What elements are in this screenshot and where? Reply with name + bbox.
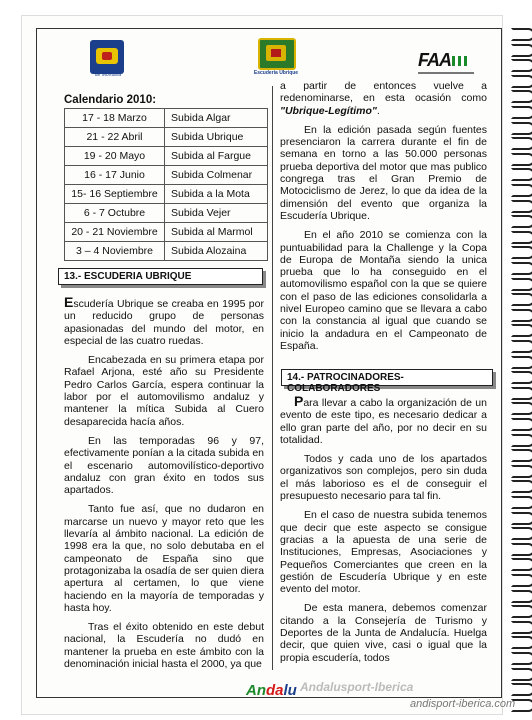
calendar-date: 21 - 22 Abril <box>65 128 165 147</box>
calendar-event: Subida Algar <box>165 109 268 128</box>
section-13-body <box>64 296 264 677</box>
spiral-ring <box>511 28 532 41</box>
calendar-date: 3 – 4 Noviembre <box>65 242 165 261</box>
section-13-paragraph-3: En las temporadas 96 y 97, efectivamente ponían a la citada subida en el escenario automovilístico-deportivo andaluz con gran éxito en todos sus apartados. <box>64 434 264 497</box>
section-14-paragraph-4: De esta manera, debemos comenzar citando a la Consejería de Turismo y Deportes de la Junta de Andalucía. Huelga decir, que quien vive, casi o igual que la propia escudería, todos <box>280 602 487 664</box>
calendar-event: Subida Vejer <box>165 204 268 223</box>
spiral-ring <box>511 480 532 493</box>
spiral-ring <box>511 168 532 181</box>
right-paragraph-1: En la edición pasada según fuentes presenciaron la carrera durante el fin de semana en torno a las 50.000 personas prueba deportiva del motor que mas publico congrega tras el Gran Premio de Motociclismo de Jerez, lo que da idea de la dimensión del evento que organiza la Escudería Ubrique. <box>280 123 487 222</box>
calendar-row <box>65 128 268 147</box>
spiral-ring <box>511 90 532 103</box>
right-column-body <box>280 80 487 359</box>
section-13-paragraph-1-text: scudería Ubrique se creaba en 1995 por un reducido grupo de personas apasionadas del mundo del motor, en especial de las cuatro ruedas. <box>64 298 264 347</box>
right-paragraph-0 <box>280 80 487 117</box>
spiral-ring <box>511 324 532 337</box>
montana-logo <box>90 40 124 74</box>
spiral-ring <box>511 558 532 571</box>
section-13-paragraph-1 <box>64 296 264 347</box>
calendar-row <box>65 109 268 128</box>
calendar-event: Subida al Marmol <box>165 223 268 242</box>
escuderia-ubrique-logo <box>258 38 296 70</box>
spiral-ring <box>511 278 532 291</box>
andalucia-logo-part-3: lu <box>283 682 297 699</box>
section-14-paragraph-1 <box>280 395 487 446</box>
column-divider <box>272 86 273 670</box>
right-paragraph-0-end: . <box>376 104 380 117</box>
spiral-ring <box>511 402 532 415</box>
calendar-date: 16 - 17 Junio <box>65 166 165 185</box>
checkered-flag-icon <box>452 56 468 66</box>
spiral-ring <box>511 200 532 213</box>
spiral-ring <box>511 137 532 150</box>
section-14-body <box>280 395 487 671</box>
drop-cap-p: P <box>294 393 304 409</box>
spiral-ring <box>511 668 532 681</box>
spiral-ring <box>511 527 532 540</box>
andalucia-logo <box>246 682 297 699</box>
calendar-title: Calendario 2010: <box>64 94 157 106</box>
spiral-ring <box>511 184 532 197</box>
spiral-ring <box>511 215 532 228</box>
spiral-ring <box>511 246 532 259</box>
spiral-ring <box>511 293 532 306</box>
calendar-row <box>65 204 268 223</box>
montana-logo-caption: de Montaña <box>94 72 122 78</box>
calendar-date: 20 - 21 Noviembre <box>65 223 165 242</box>
section-14-paragraph-2: Todos y cada uno de los apartados organizativos son complejos, pero sin duda el más laborioso es el de conseguir el presupuesto necesario para tal fin. <box>280 453 487 503</box>
faa-logo <box>418 50 472 72</box>
section-13-paragraph-2: Encabezada en su primera etapa por Rafael Arjona, esté año su Presidente Pedro Carlos García, espera continuar la labor por el automovilismo andaluz y mantener la mítica Subida al Cuero desaparecida hacía años. <box>64 354 264 428</box>
escuderia-ubrique-logo-caption: Escudería Ubrique <box>253 70 299 76</box>
section-13-paragraph-4: Tanto fue así, que no dudaron en marcarse un nuevo y mayor reto que les llevaría al ámbito nacional. La edición de 1998 era la que, no solo debutaba en el campeonato de España sino que protagonizaba la osadía de ser quien diera apertura al certamen, lo que viene haciendo en la mayoría de temporadas y hasta hoy. <box>64 503 264 614</box>
calendar-date: 6 - 7 Octubre <box>65 204 165 223</box>
spiral-ring <box>511 652 532 665</box>
spiral-ring <box>511 574 532 587</box>
section-13-paragraph-5: Tras el éxito obtenido en este debut nacional, la Escudería no dudó en mantener la prueba en este ámbito con la denominación inicial hasta el 2000, ya que <box>64 621 264 671</box>
calendar-row <box>65 147 268 166</box>
faa-logo-text: FAA <box>418 50 451 70</box>
section-14-paragraph-3: En el caso de nuestra subida tenemos que decir que este aspecto se consigue gracias a la apuesta de una serie de Instituciones, Empresas, Asociaciones y Pequeños Comerciantes que creen en la gestión de Escudería Ubrique y en este evento del motor. <box>280 509 487 596</box>
spiral-ring <box>511 231 532 244</box>
spiral-ring <box>511 106 532 119</box>
watermark-site: andisport-iberica.com <box>410 698 516 710</box>
spiral-ring <box>511 496 532 509</box>
watermark-text: Andalusport-Iberica <box>300 680 414 694</box>
drop-cap-e: E <box>64 294 74 310</box>
calendar-table <box>64 108 268 261</box>
spiral-ring <box>511 621 532 634</box>
spiral-ring <box>511 340 532 353</box>
calendar-date: 15- 16 Septiembre <box>65 185 165 204</box>
andalucia-logo-part-1: An <box>246 682 266 699</box>
calendar-date: 19 - 20 Mayo <box>65 147 165 166</box>
right-paragraph-2: En el año 2010 se comienza con la puntuabilidad para la Challenge y la Copa de Europa de Montaña siendo la unica prueba que lo ha conseguido en el automovilismo español con la que se quiere con el paso de las ediciones consolidarla a nivel Europeo camino que se llevara a cabo con la constancia al igual que cuando se inicio la andadura en el Campeonato de España. <box>280 229 487 352</box>
calendar-row <box>65 166 268 185</box>
spiral-ring <box>511 387 532 400</box>
calendar-date: 17 - 18 Marzo <box>65 109 165 128</box>
section-14-heading: 14.- PATROCINADORES-COLABORADORES <box>281 369 493 386</box>
spiral-ring <box>511 75 532 88</box>
spiral-ring <box>511 605 532 618</box>
spiral-ring <box>511 418 532 431</box>
section-14-paragraph-1-text: ara llevar a cabo la organización de un evento de este tipo, es necesario dedicar a ello gran parte del año, por no decir en su totalidad. <box>280 397 487 446</box>
spiral-binding <box>505 20 532 720</box>
spiral-ring <box>511 434 532 447</box>
spiral-ring <box>511 309 532 322</box>
spiral-ring <box>511 543 532 556</box>
calendar-event: Subida Alozaina <box>165 242 268 261</box>
calendar-event: Subida Colmenar <box>165 166 268 185</box>
calendar-row <box>65 223 268 242</box>
spiral-ring <box>511 122 532 135</box>
andalucia-logo-part-2: da <box>266 682 284 699</box>
calendar-event: Subida Ubrique <box>165 128 268 147</box>
spiral-ring <box>511 449 532 462</box>
section-13-heading: 13.- ESCUDERIA UBRIQUE <box>58 268 263 285</box>
spiral-ring <box>511 371 532 384</box>
ubrique-legitimo-emphasis: "Ubrique-Legítimo" <box>280 104 377 117</box>
faa-logo-underline <box>418 72 474 74</box>
right-paragraph-0-text: a partir de entonces vuelve a redenominarse, en esta ocasión como <box>280 80 487 105</box>
spiral-ring <box>511 44 532 57</box>
spiral-ring <box>511 465 532 478</box>
spiral-ring <box>511 356 532 369</box>
calendar-row <box>65 185 268 204</box>
calendar-event: Subida a la Mota <box>165 185 268 204</box>
spiral-ring <box>511 59 532 72</box>
spiral-ring <box>511 262 532 275</box>
spiral-ring <box>511 153 532 166</box>
calendar-row <box>65 242 268 261</box>
spiral-ring <box>511 636 532 649</box>
spiral-ring <box>511 683 532 696</box>
calendar-event: Subida al Fargue <box>165 147 268 166</box>
spiral-ring <box>511 512 532 525</box>
spiral-ring <box>511 590 532 603</box>
